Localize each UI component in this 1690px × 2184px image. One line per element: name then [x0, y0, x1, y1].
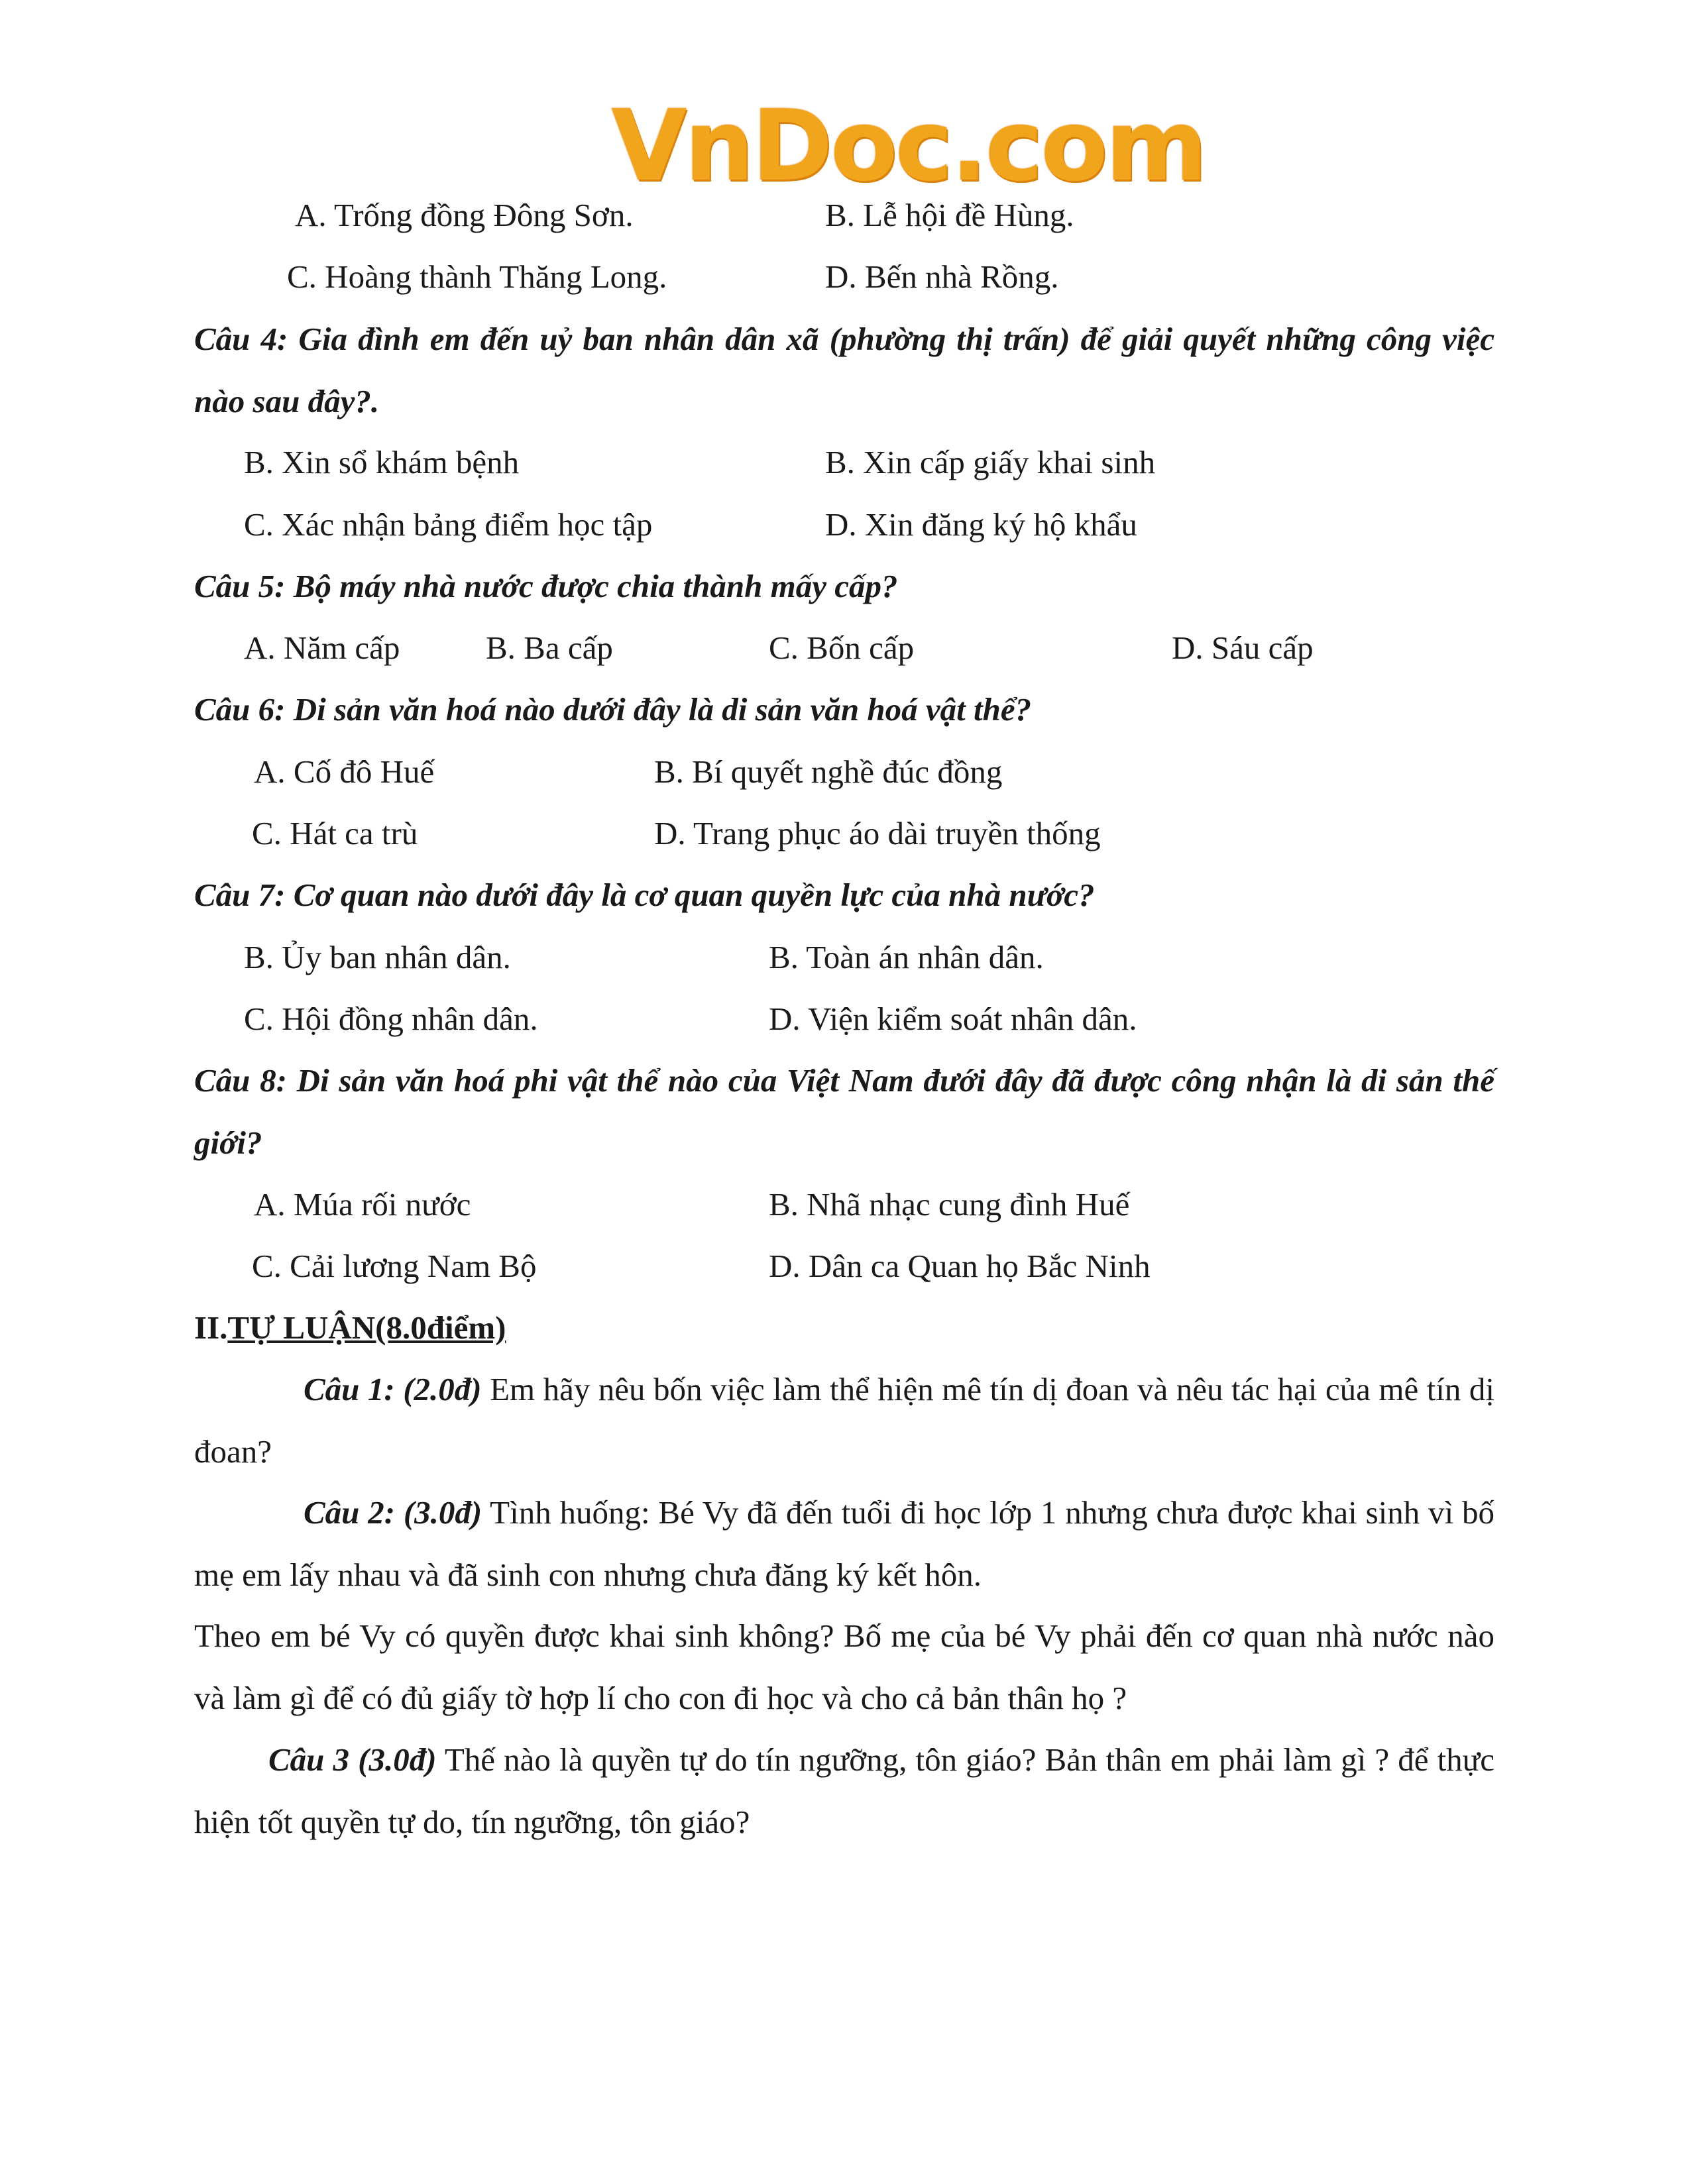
essay-heading-prefix: II.	[194, 1309, 228, 1346]
q8-option-b: B. Nhã nhạc cung đình Huế	[769, 1186, 1130, 1223]
q8-question: Câu 8: Di sản văn hoá phi vật thể nào của Việt Nam đưới đây đã được công nhận là di sản thế giới?	[194, 1062, 1494, 1161]
q5-option-b: B. Ba cấp	[486, 629, 613, 666]
q7-option-c: C. Hội đồng nhân dân.	[244, 1001, 538, 1037]
essay-q2-text: Tình huống: Bé Vy đã đến tuổi đi học lớp 1 nhưng chưa được khai sinh vì bố mẹ em lấy nhau và đã sinh con nhưng chưa đăng ký kết hôn.	[194, 1494, 1494, 1593]
q4-option-b: B. Xin cấp giấy khai sinh	[825, 444, 1156, 480]
q4-option-a: B. Xin sổ khám bệnh	[244, 444, 520, 480]
essay-question-2-followup: Theo em bé Vy có quyền được khai sinh không? Bố mẹ của bé Vy phải đến cơ quan nhà nước nào và làm gì để có đủ giấy tờ hợp lí cho con đi học và cho cả bản thân họ ?	[194, 1617, 1494, 1716]
essay-q3-label: Câu 3 (3.0đ)	[268, 1741, 437, 1778]
q4-question: Câu 4: Gia đình em đến uỷ ban nhân dân xã (phường thị trấn) để giải quyết những công việc nào sau đây?.	[194, 321, 1494, 419]
essay-question-1	[194, 1358, 1494, 1483]
essay-question-3	[194, 1729, 1494, 1853]
essay-heading-title: TỰ LUẬN(8.0điểm)	[227, 1309, 506, 1346]
q6-question: Câu 6: Di sản văn hoá nào dưới đây là di sản văn hoá vật thể?	[194, 691, 1032, 728]
q5-option-d: D. Sáu cấp	[1172, 629, 1314, 666]
q5-question: Câu 5: Bộ máy nhà nước được chia thành mấy cấp?	[194, 568, 898, 604]
q7-option-b: B. Toàn án nhân dân.	[769, 939, 1044, 975]
q6-option-c: C. Hát ca trù	[252, 815, 418, 851]
q7-question: Câu 7: Cơ quan nào dưới đây là cơ quan quyền lực của nhà nước?	[194, 877, 1095, 913]
q7-option-a: B. Ủy ban nhân dân.	[244, 939, 511, 975]
q3-option-b: B. Lễ hội đề Hùng.	[825, 197, 1074, 233]
q6-option-a: A. Cố đô Huế	[254, 753, 435, 790]
q6-option-d: D. Trang phục áo dài truyền thống	[654, 815, 1101, 851]
essay-q1-text: Em hãy nêu bốn việc làm thể hiện mê tín dị đoan và nêu tác hại của mê tín dị đoan?	[194, 1371, 1495, 1470]
q8-option-c: C. Cải lương Nam Bộ	[252, 1248, 537, 1284]
q6-option-b: B. Bí quyết nghề đúc đồng	[654, 753, 1003, 790]
q5-option-a: A. Năm cấp	[244, 629, 400, 666]
q4-option-d: D. Xin đăng ký hộ khẩu	[825, 506, 1137, 543]
q3-option-d: D. Bến nhà Rồng.	[825, 258, 1059, 295]
q3-option-c: C. Hoàng thành Thăng Long.	[287, 258, 667, 295]
q5-option-c: C. Bốn cấp	[769, 629, 915, 666]
essay-question-2	[194, 1482, 1494, 1606]
essay-q2-label: Câu 2: (3.0đ)	[304, 1494, 482, 1531]
q7-option-d: D. Viện kiểm soát nhân dân.	[769, 1001, 1137, 1037]
q3-option-a: A. Trống đồng Đông Sơn.	[295, 197, 634, 233]
essay-section-heading	[194, 1308, 506, 1348]
q8-option-a: A. Múa rối nước	[254, 1186, 471, 1223]
q4-option-c: C. Xác nhận bảng điểm học tập	[244, 506, 653, 543]
essay-q1-label: Câu 1: (2.0đ)	[304, 1371, 482, 1407]
essay-q3-text: Thế nào là quyền tự do tín ngưỡng, tôn giáo? Bản thân em phải làm gì ? để thực hiện tốt quyền tự do, tín ngưỡng, tôn giáo?	[194, 1741, 1494, 1840]
vndoc-logo: VnDoc.com	[611, 89, 1206, 203]
q8-option-d: D. Dân ca Quan họ Bắc Ninh	[769, 1248, 1151, 1284]
